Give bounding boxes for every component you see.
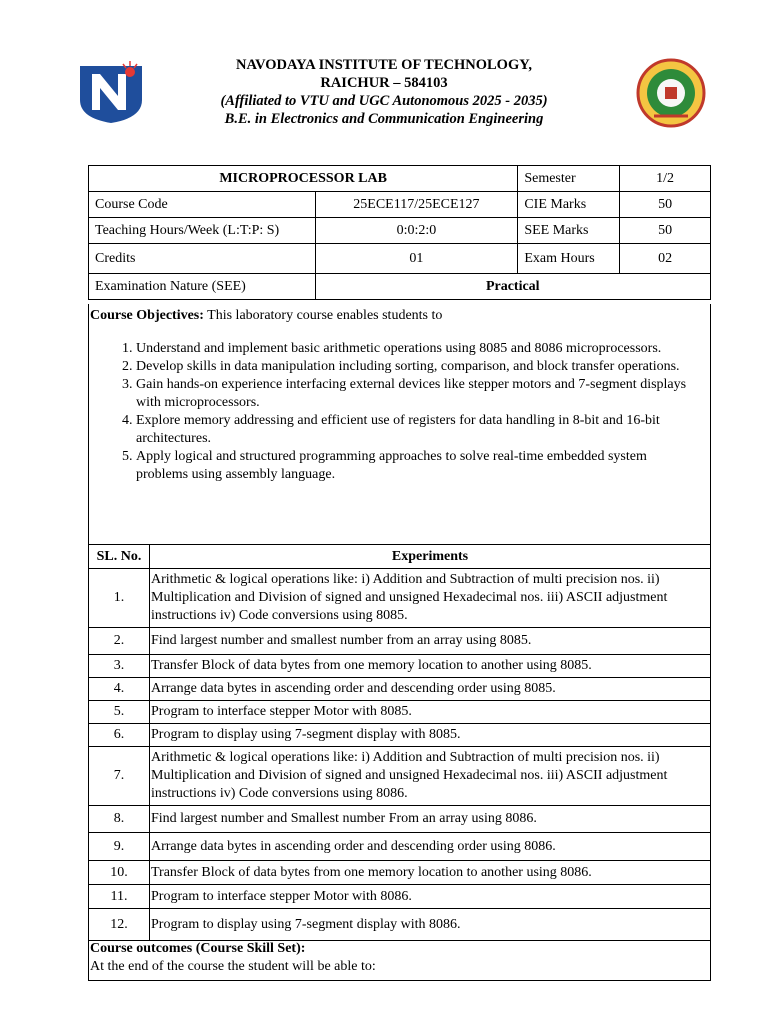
exp-text: Program to interface stepper Motor with 8086. xyxy=(150,885,711,909)
exp-text: Find largest number and smallest number from an array using 8085. xyxy=(150,628,711,655)
course-objectives xyxy=(88,304,711,544)
exam-hours-value: 02 xyxy=(620,244,711,274)
exam-nature-value: Practical xyxy=(315,274,710,300)
exp-text: Program to display using 7-segment display with 8085. xyxy=(150,724,711,747)
outcomes-title: Course outcomes (Course Skill Set): xyxy=(90,941,306,956)
exp-sl: 1. xyxy=(89,569,150,628)
objective-item: 5. Apply logical and structured programming approaches to solve real-time embedded system problems using assembly language. xyxy=(136,448,700,484)
objectives-intro: This laboratory course enables students to xyxy=(203,308,443,323)
credits-value: 01 xyxy=(315,244,518,274)
exam-hours-label: Exam Hours xyxy=(518,244,620,274)
exp-sl: 5. xyxy=(89,701,150,724)
exam-nature-label: Examination Nature (SEE) xyxy=(89,274,316,300)
exp-text: Arithmetic & logical operations like: i) Addition and Subtraction of multi precision nos. ii) Multiplication and Division of signed and unsigned Hexadecimal nos. iii) ASCII adjustment instructions iv) Code conversions using 8086. xyxy=(150,747,711,806)
course-title: MICROPROCESSOR LAB xyxy=(89,166,518,192)
exp-sl: 4. xyxy=(89,678,150,701)
program-name: B.E. in Electronics and Communication Engineering xyxy=(224,111,544,127)
semester-value: 1/2 xyxy=(620,166,711,192)
course-code-value: 25ECE117/25ECE127 xyxy=(315,192,518,218)
exp-text: Transfer Block of data bytes from one memory location to another using 8086. xyxy=(150,861,711,885)
exp-text: Arrange data bytes in ascending order and descending order using 8085. xyxy=(150,678,711,701)
objective-item: 2. Develop skills in data manipulation including sorting, comparison, and block transfer operations. xyxy=(136,358,700,376)
document-header xyxy=(0,56,768,128)
objective-item: 4. Explore memory addressing and efficient use of registers for data handling in 8-bit and 16-bit architectures. xyxy=(136,412,700,448)
objectives-title: Course Objectives: xyxy=(90,308,204,323)
teaching-hours-value: 0:0:2:0 xyxy=(315,218,518,244)
exp-sl: 12. xyxy=(89,909,150,941)
credits-label: Credits xyxy=(89,244,316,274)
institute-name: NAVODAYA INSTITUTE OF TECHNOLOGY, xyxy=(236,57,532,73)
see-marks-label: SEE Marks xyxy=(518,218,620,244)
semester-label: Semester xyxy=(518,166,620,192)
objective-item: 3. Gain hands-on experience interfacing external devices like stepper motors and 7-segment displays with microprocessors. xyxy=(136,376,700,412)
exp-sl: 6. xyxy=(89,724,150,747)
exp-sl: 10. xyxy=(89,861,150,885)
cie-marks-label: CIE Marks xyxy=(518,192,620,218)
exp-sl: 8. xyxy=(89,806,150,833)
cie-marks-value: 50 xyxy=(620,192,711,218)
exp-sl: 9. xyxy=(89,833,150,861)
course-info-table xyxy=(88,165,711,300)
experiments-table xyxy=(88,544,711,941)
exp-text: Program to display using 7-segment display with 8086. xyxy=(150,909,711,941)
exp-text: Arrange data bytes in ascending order and descending order using 8086. xyxy=(150,833,711,861)
exp-sl: 3. xyxy=(89,655,150,678)
exp-text: Arithmetic & logical operations like: i) Addition and Subtraction of multi precision nos. ii) Multiplication and Division of signed and unsigned Hexadecimal nos. iii) ASCII adjustment instructions iv) Code conversions using 8085. xyxy=(150,569,711,628)
outcomes-intro: At the end of the course the student will be able to: xyxy=(90,959,376,974)
experiments-header: Experiments xyxy=(150,545,711,569)
course-outcomes xyxy=(88,940,711,981)
objective-item: 1. Understand and implement basic arithmetic operations using 8085 and 8086 microprocessors. xyxy=(136,340,700,358)
sl-no-header: SL. No. xyxy=(89,545,150,569)
exp-sl: 11. xyxy=(89,885,150,909)
exp-sl: 7. xyxy=(89,747,150,806)
see-marks-value: 50 xyxy=(620,218,711,244)
objectives-list xyxy=(89,340,700,484)
exp-text: Program to interface stepper Motor with 8085. xyxy=(150,701,711,724)
institute-city: RAICHUR – 584103 xyxy=(320,75,448,91)
teaching-hours-label: Teaching Hours/Week (L:T:P: S) xyxy=(89,218,316,244)
exp-sl: 2. xyxy=(89,628,150,655)
affiliation: (Affiliated to VTU and UGC Autonomous 2025 - 2035) xyxy=(220,93,548,109)
exp-text: Transfer Block of data bytes from one memory location to another using 8085. xyxy=(150,655,711,678)
exp-text: Find largest number and Smallest number From an array using 8086. xyxy=(150,806,711,833)
course-code-label: Course Code xyxy=(89,192,316,218)
